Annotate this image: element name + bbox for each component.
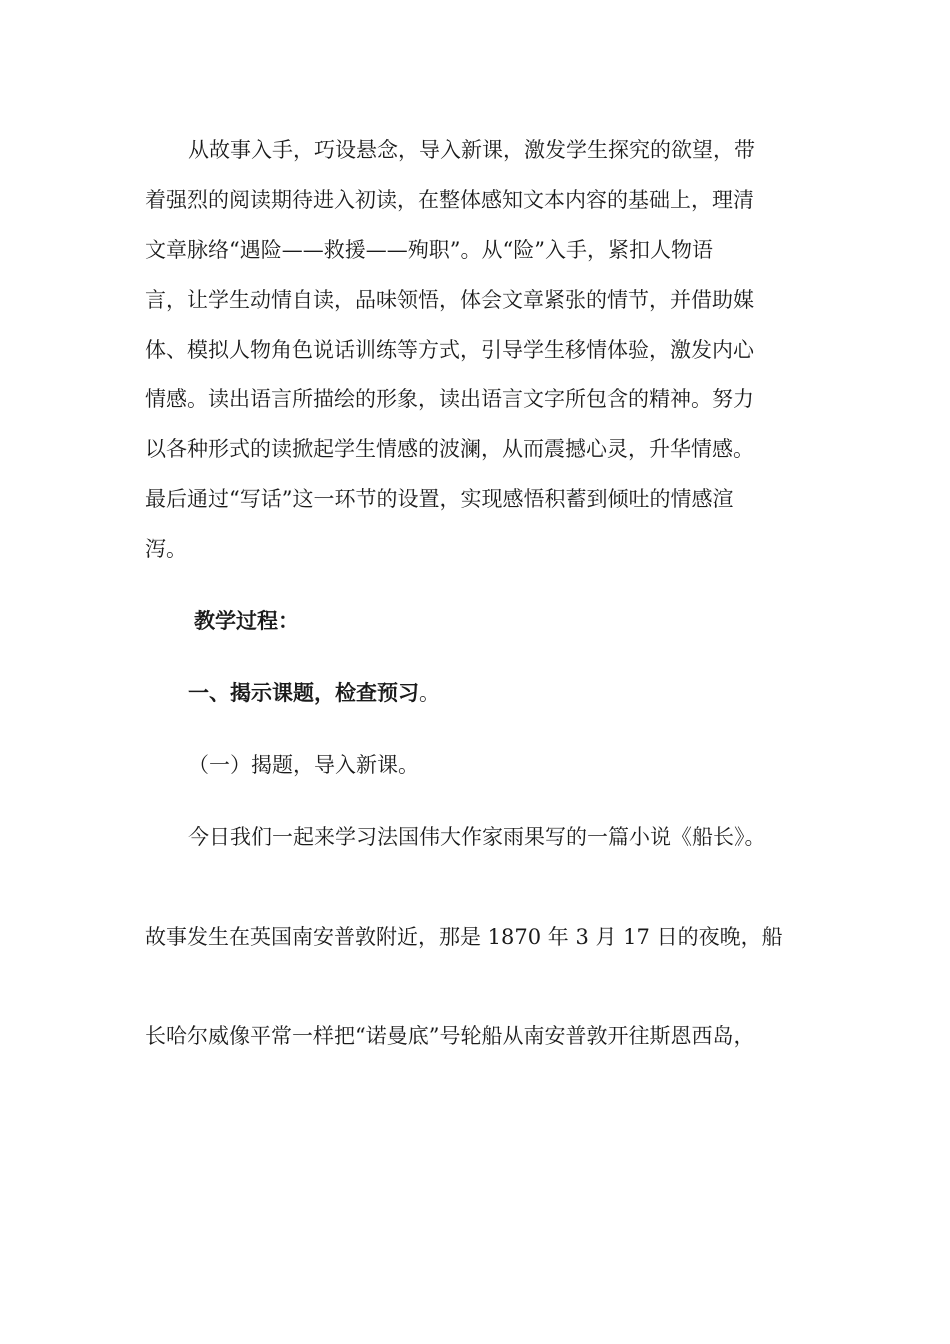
paragraph-1-line-6: 情感。读出语言所描绘的形象，读出语言文字所包含的精神。努力	[145, 387, 754, 411]
paragraph-2-line-1: 今日我们一起来学习法国伟大作家雨果写的一篇小说《船长》。	[188, 825, 766, 849]
section-heading: 教学过程：	[194, 608, 299, 633]
paragraph-1-line-8: 最后通过“写话”这一环节的设置，实现感悟积蓄到倾吐的情感渲	[145, 487, 734, 511]
paragraph-1-line-4: 言，让学生动情自读，品味领悟，体会文章紧张的情节，并借助媒	[145, 288, 754, 312]
paragraph-1-line-2: 着强烈的阅读期待进入初读，在整体感知文本内容的基础上，理清	[145, 188, 754, 212]
paragraph-1-line-3: 文章脉络“遇险——救援——殉职”。从“险”入手，紧扣人物语	[145, 238, 713, 262]
sub-item-one: （一）揭题，导入新课。	[188, 753, 419, 777]
subheading-bold-text: 一、揭示课题，检查预习	[188, 680, 419, 705]
paragraph-1-line-7: 以各种形式的读掀起学生情感的波澜，从而震撼心灵，升华情感。	[145, 437, 754, 461]
paragraph-2-line-3: 长哈尔威像平常一样把“诺曼底”号轮船从南安普敦开往斯恩西岛，	[145, 1024, 755, 1048]
subheading-tail: 。	[419, 681, 440, 705]
subheading	[188, 678, 440, 708]
paragraph-2-line-2: 故事发生在英国南安普敦附近，那是 1870 年 3 月 17 日的夜晚，船	[145, 925, 783, 949]
paragraph-1-line-5: 体、模拟人物角色说话训练等方式，引导学生移情体验，激发内心	[145, 338, 754, 362]
paragraph-1-line-9: 泻。	[145, 537, 187, 561]
paragraph-1-line-1: 从故事入手，巧设悬念，导入新课，激发学生探究的欲望，带	[188, 138, 755, 162]
